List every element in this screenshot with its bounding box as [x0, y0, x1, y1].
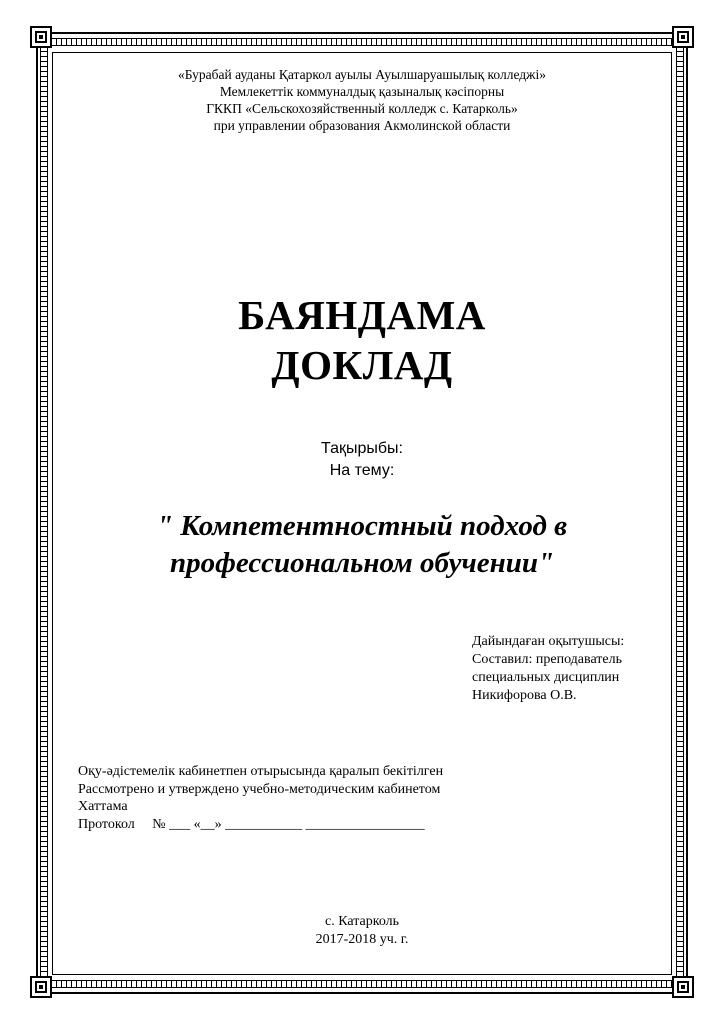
footer [220, 913, 504, 949]
protocol-line: Протокол № ___ «__» ___________ _________________ [78, 816, 425, 832]
border-strip-right [676, 46, 684, 978]
report-topic [60, 508, 664, 582]
topic-line: " Компетентностный подход в [156, 510, 568, 542]
document-title [80, 290, 644, 390]
border-inner-top [52, 52, 672, 53]
author-line: специальных дисциплин [472, 670, 620, 685]
topic-label-russian: На тему: [329, 462, 395, 479]
border-inner-left [52, 52, 53, 975]
author-name: Никифорова О.В. [472, 688, 577, 703]
protocol-line: Рассмотрено и утверждено учебно-методическим кабинетом [78, 781, 441, 797]
border-strip-top [46, 38, 678, 46]
border-outer-bottom [36, 992, 688, 994]
protocol-line: Хаттама [78, 799, 128, 814]
header-line: ГККП «Сельскохозяйственный колледж с. Катарколь» [206, 101, 518, 116]
header-line: Мемлекеттік коммуналдық қазыналық кәсіпорны [219, 84, 505, 99]
border-outer-right [686, 32, 688, 994]
border-inner-right [671, 52, 672, 975]
topic-line: профессиональном обучении" [169, 547, 555, 579]
title-kazakh: БАЯНДАМА [238, 292, 486, 338]
corner-ornament-bottom-left [30, 976, 52, 998]
border-outer-top [36, 32, 688, 34]
author-line: Дайындаған оқытушысы: [472, 634, 625, 649]
corner-ornament-top-right [672, 26, 694, 48]
border-strip-bottom [46, 980, 678, 988]
topic-label-kazakh: Тақырыбы: [321, 440, 403, 457]
protocol-line: Оқу-әдістемелік кабинетпен отырысында қаралып бекітілген [78, 764, 444, 779]
header-line: «Бурабай ауданы Қатаркол ауылы Ауылшаруашылық колледжі» [178, 67, 546, 82]
footer-year: 2017-2018 уч. г. [315, 932, 409, 947]
topic-label [180, 438, 544, 482]
header-line: при управлении образования Акмолинской области [213, 118, 511, 133]
institution-header [100, 66, 624, 134]
author-line: Составил: преподаватель [472, 652, 622, 667]
approval-protocol [78, 763, 498, 833]
title-russian: ДОКЛАД [271, 342, 453, 388]
author-block [472, 633, 692, 705]
corner-ornament-bottom-right [672, 976, 694, 998]
border-strip-left [40, 46, 48, 978]
border-inner-bottom [52, 974, 672, 975]
border-outer-left [36, 32, 38, 994]
corner-ornament-top-left [30, 26, 52, 48]
footer-city: с. Катарколь [325, 914, 399, 929]
